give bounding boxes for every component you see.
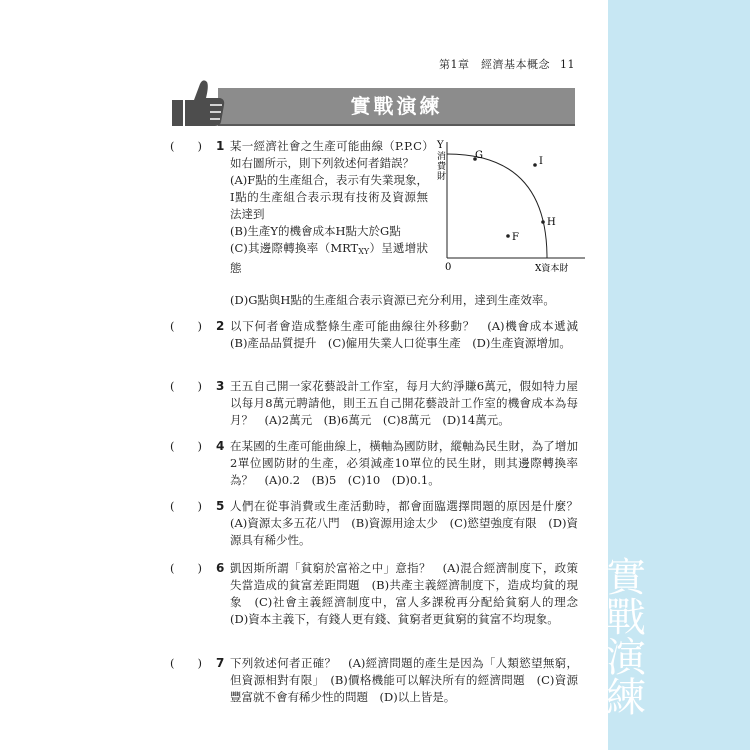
answer-blank[interactable]: ( ) <box>170 139 202 153</box>
thumbs-up-icon <box>170 78 226 130</box>
sidebar-char: 戰 <box>606 595 646 641</box>
option-c: (C)其邊際轉換率$(MRT_{XY})$呈遞增狀態 <box>230 241 428 275</box>
chapter-title: 第1章 經濟基本概念 <box>439 58 550 71</box>
question-text: 以下何者會造成整條生產可能曲線往外移動？ (A)機會成本遞減 (B)產品品質提升 (C)僱用失業人口從事生產 (D)生產資源增加。 <box>230 319 590 350</box>
point-f <box>506 234 510 238</box>
answer-blank[interactable]: ( ) <box>170 561 202 575</box>
question-stem: 某一經濟社會之生產可能曲線（P.P.C）如右圖所示，則下列敘述何者錯誤？ <box>230 139 428 170</box>
question-number: 3 <box>216 379 225 393</box>
answer-blank[interactable]: ( ) <box>170 379 202 393</box>
point-g-label: G <box>475 150 483 161</box>
option-b: (B)生產Y的機會成本H點大於G點 <box>230 224 401 238</box>
y-axis-label: 財 <box>437 172 447 182</box>
y-axis-label: 消 <box>437 152 447 162</box>
question-number: 4 <box>216 439 225 453</box>
y-axis-label: 費 <box>437 162 447 172</box>
section-banner <box>218 88 575 126</box>
answer-blank[interactable]: ( ) <box>170 656 202 670</box>
origin-label: 0 <box>445 262 452 273</box>
section-title: 實戰演練 <box>350 94 443 118</box>
mrt-subscript: XY <box>358 247 370 256</box>
sidebar-char: 實 <box>606 555 646 601</box>
question-number: 6 <box>216 561 225 575</box>
question-number: 2 <box>216 319 225 333</box>
question-text: 王五自己開一家花藝設計工作室，每月大約淨賺6萬元，假如特力屋以每月8萬元聘請他，則王五自己開花藝設計工作室的機會成本為每月？ (A)2萬元 (B)6萬元 (C)8萬元 (D)14萬元。 <box>230 379 578 427</box>
point-f-label: F <box>512 232 519 243</box>
question-number: 5 <box>216 499 225 513</box>
page-number: 11 <box>560 58 575 71</box>
sidebar-char: 練 <box>606 675 646 721</box>
point-i <box>533 163 537 167</box>
running-head <box>425 58 575 72</box>
point-h-label: H <box>547 217 556 228</box>
question-text: 下列敘述何者正確？ (A)經濟問題的產生是因為「人類慾望無窮，但資源相對有限」 (B)價格機能可以解決所有的經濟問題 (C)資源豐富就不會有稀少性的問題 (D)以上皆是。 <box>230 656 578 704</box>
option-d: (D)G點與H點的生產組合表示資源已充分利用，達到生產效率。 <box>230 293 555 307</box>
point-h <box>541 220 545 224</box>
point-i-label: I <box>539 156 543 167</box>
answer-blank[interactable]: ( ) <box>170 439 202 453</box>
question-text: 在某國的生產可能曲線上，橫軸為國防財，縱軸為民生財，為了增加2單位國防財的生產，必須減產10單位的民生財，則其邊際轉換率為？ (A)0.2 (B)5 (C)10 (D)0.1。 <box>230 439 578 487</box>
question-text: 凱因斯所謂「貧窮於富裕之中」意指？ (A)混合經濟制度下，政策失當造成的貧富差距問題 (B)共產主義經濟制度下，造成均貧的現象 (C)社會主義經濟制度中，富人多課稅再分配給貧窮人的理念 (D)資本主義下，有錢人更有錢、貧窮者更貧窮的貧富不均現象。 <box>230 561 590 626</box>
answer-blank[interactable]: ( ) <box>170 499 202 513</box>
question-number: 1 <box>216 139 225 153</box>
option-a: (A)F點的生產組合，表示有失業現象，I點的生產組合表示現有技術及資源無法達到 <box>230 173 428 221</box>
ppc-figure <box>435 140 595 280</box>
x-axis-label: X資本財 <box>535 264 569 274</box>
y-axis-label: Y <box>437 140 444 151</box>
answer-blank[interactable]: ( ) <box>170 319 202 333</box>
question-number: 7 <box>216 656 225 670</box>
sidebar-char: 演 <box>606 635 646 681</box>
question-text: 人們在從事消費或生產活動時，都會面臨選擇問題的原因是什麼？ (A)資源太多五花八門 (B)資源用途太少 (C)慾望強度有限 (D)資源具有稀少性。 <box>230 499 590 547</box>
